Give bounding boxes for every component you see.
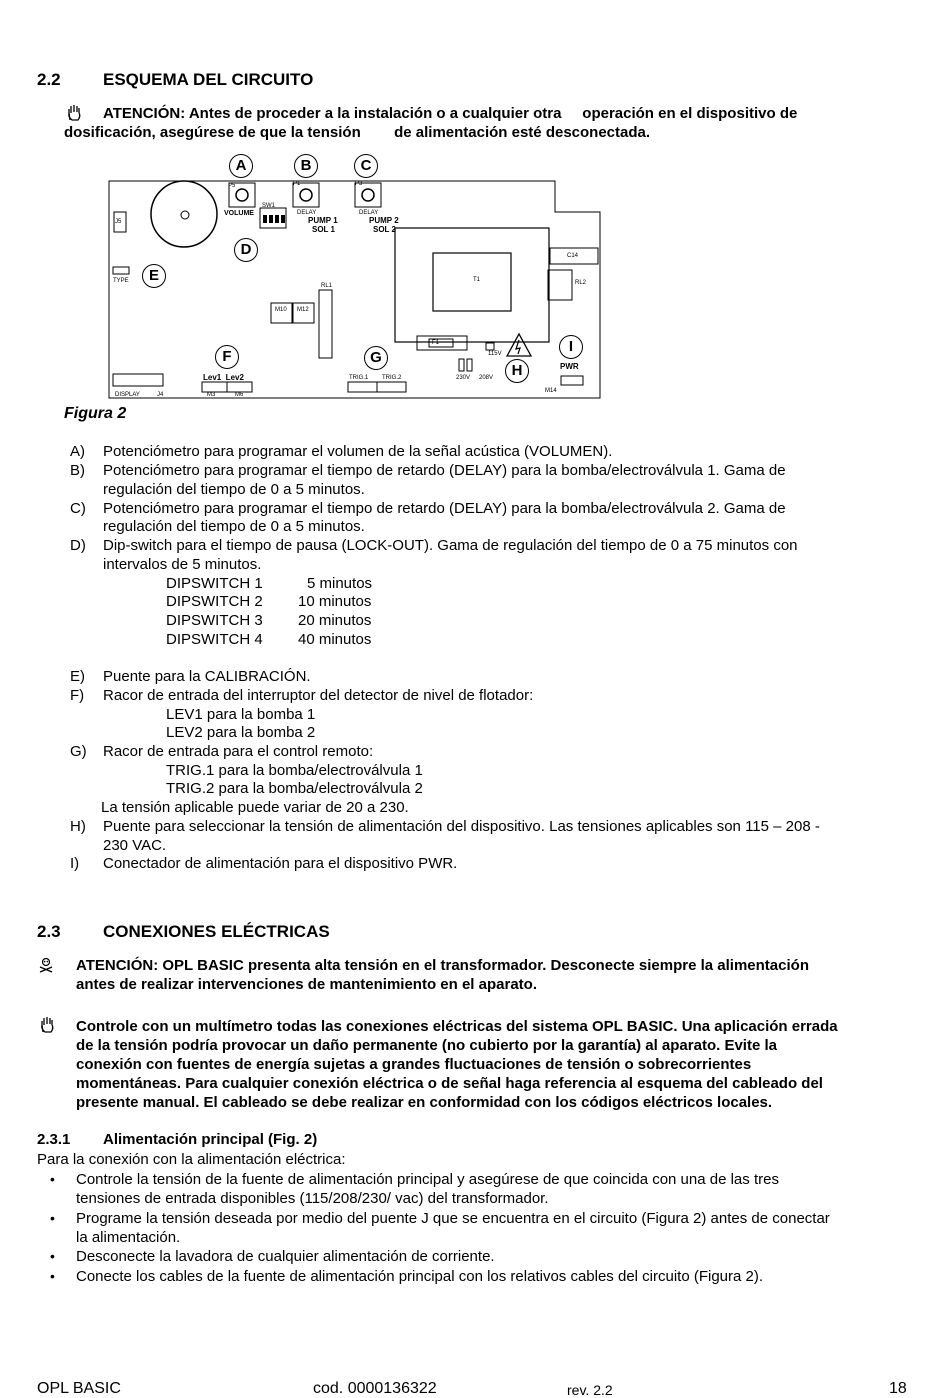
list-text: Conectador de alimentación para el dispositivo PWR. — [103, 855, 458, 872]
list-key: E) — [70, 668, 85, 685]
list-text: regulación del tiempo de 0 a 5 minutos. — [103, 481, 365, 498]
section-title: ESQUEMA DEL CIRCUITO — [103, 70, 314, 89]
dipswitch-name: DIPSWITCH 2 — [166, 593, 263, 610]
dipswitch-name: DIPSWITCH 4 — [166, 631, 263, 648]
list-key: H) — [70, 818, 86, 835]
list-key: C) — [70, 500, 86, 517]
bullet-text: Conecte los cables de la fuente de alimentación principal con los relativos cables del circuito (Figura 2). — [76, 1268, 764, 1285]
list-text: Potenciómetro para programar el tiempo de retardo (DELAY) para la bomba/electroválvula 2. Gama de — [103, 500, 786, 517]
dipswitch-value: 20 minutos — [298, 612, 372, 629]
footer-product: OPL BASIC — [37, 1380, 121, 1397]
warning3-line: Controle con un multímetro todas las conexiones eléctricas del sistema OPL BASIC. Una aplicación errada — [76, 1018, 838, 1035]
subsection-number: 2.3.1 — [37, 1131, 71, 1148]
pcb-label: DELAY — [359, 210, 379, 216]
pcb-label-type: TYPE — [113, 278, 129, 284]
pcb-label: M12 — [297, 307, 309, 313]
bullet-text: Controle la tensión de la fuente de alimentación principal y asegúrese de que coincida con una de las tres — [76, 1171, 779, 1188]
pcb-label: P1 — [293, 181, 301, 187]
pcb-label: J4 — [157, 392, 164, 398]
pcb-label: C14 — [567, 253, 579, 259]
circuit-figure — [105, 150, 605, 402]
bullet-marker: • — [50, 1210, 55, 1226]
pcb-label: M6 — [235, 392, 244, 398]
callout-a: A — [229, 154, 253, 178]
pcb-label-volume: VOLUME — [224, 210, 254, 217]
list-key: F) — [70, 687, 85, 704]
list-text: 230 VAC. — [103, 837, 167, 854]
hand-warning-icon — [66, 104, 83, 125]
list-text: Puente para seleccionar la tensión de alimentación del dispositivo. Las tensiones aplicables son 115 – 208 - — [103, 818, 820, 835]
pcb-label: SW1 — [262, 203, 276, 209]
list-text: Racor de entrada del interruptor del detector de nivel de flotador: — [103, 687, 534, 704]
dipswitch-value: 10 minutos — [298, 593, 372, 610]
pcb-label-230v: 230V — [456, 375, 471, 381]
pcb-label-208v: 208V — [479, 375, 494, 381]
pcb-label: DELAY — [297, 210, 317, 216]
warning3-line: conexión con fuentes de energía sujetas a grandes fluctuaciones de tensión o sobrecorrientes — [76, 1056, 752, 1073]
pcb-label: J5 — [115, 219, 122, 225]
list-text: Potenciómetro para programar el volumen de la señal acústica (VOLUMEN). — [103, 443, 613, 460]
bullet-text: Programe la tensión deseada por medio del puente J que se encuentra en el circuito (Figura 2) antes de conectar — [76, 1210, 830, 1227]
pcb-label: M3 — [207, 392, 216, 398]
list-subtext: LEV1 para la bomba 1 — [166, 706, 316, 723]
pcb-label-sol2: SOL 2 — [373, 225, 396, 234]
pcb-label-pwr: PWR — [560, 362, 579, 371]
pcb-label-trig2: TRIG.2 — [382, 375, 402, 381]
list-text: Dip-switch para el tiempo de pausa (LOCK-OUT). Gama de regulación del tiempo de 0 a 75 minutos con — [103, 537, 798, 554]
section-number: 2.2 — [37, 70, 61, 89]
bullet-text: Desconecte la lavadora de cualquier alimentación de corriente. — [76, 1248, 495, 1265]
subsection-title: Alimentación principal (Fig. 2) — [103, 1131, 318, 1148]
warning3-line: momentáneas. Para cualquier conexión eléctrica o de señal haga referencia al esquema del cableado del — [76, 1075, 823, 1092]
list-text: Potenciómetro para programar el tiempo de retardo (DELAY) para la bomba/electroválvula 1. Gama de — [103, 462, 786, 479]
list-text: intervalos de 5 minutos. — [103, 556, 262, 573]
pcb-label-pump2: PUMP 2 — [369, 216, 399, 225]
list-text: Puente para la CALIBRACIÓN. — [103, 668, 311, 685]
list-note: La tensión aplicable puede variar de 20 a 230. — [101, 799, 409, 816]
footer-code: cod. 0000136322 — [313, 1380, 437, 1397]
list-subtext: TRIG.2 para la bomba/electroválvula 2 — [166, 780, 423, 797]
callout-c: C — [354, 154, 378, 178]
pcb-label: RL2 — [575, 280, 587, 286]
callout-b: B — [294, 154, 318, 178]
pcb-label-sol1: SOL 1 — [312, 225, 335, 234]
page-number: 18 — [889, 1380, 907, 1397]
pcb-label: F1 — [432, 340, 440, 346]
list-text: regulación del tiempo de 0 a 5 minutos. — [103, 518, 365, 535]
list-subtext: LEV2 para la bomba 2 — [166, 724, 316, 741]
dipswitch-value: 40 minutos — [298, 631, 372, 648]
pcb-label-display: DISPLAY — [115, 392, 140, 398]
hand-warning-icon — [39, 1016, 56, 1037]
footer-rev: rev. 2.2 — [567, 1382, 613, 1398]
callout-g: G — [364, 346, 388, 370]
pcb-label-115v: 115V — [488, 351, 502, 357]
pcb-label: M10 — [275, 307, 287, 313]
warning2-line2: antes de realizar intervenciones de mantenimiento en el aparato. — [76, 976, 537, 993]
pcb-label-pump1: PUMP 1 — [308, 216, 338, 225]
bullet-text: la alimentación. — [76, 1229, 181, 1246]
list-text: Racor de entrada para el control remoto: — [103, 743, 374, 760]
pcb-label-trig1: TRIG.1 — [349, 375, 369, 381]
warning2-line1: ATENCIÓN: OPL BASIC presenta alta tensión en el transformador. Desconecte siempre la alimentación — [76, 957, 809, 974]
section-title: CONEXIONES ELÉCTRICAS — [103, 922, 330, 941]
list-subtext: TRIG.1 para la bomba/electroválvula 1 — [166, 762, 423, 779]
callout-f: F — [215, 345, 239, 369]
pcb-label: P5 — [228, 183, 236, 189]
list-key: G) — [70, 743, 87, 760]
figure-caption: Figura 2 — [64, 405, 127, 422]
callout-h: H — [505, 359, 529, 383]
pcb-label: M14 — [545, 388, 557, 394]
warning3-line: presente manual. El cableado se debe realizar en conformidad con los códigos eléctricos locales. — [76, 1094, 773, 1111]
pcb-label: T1 — [473, 277, 481, 283]
warning1-line2: dosificación, asegúrese de que la tensión de alimentación esté desconectada. — [64, 124, 651, 141]
bullet-marker: • — [50, 1248, 55, 1264]
dipswitch-value: 5 minutos — [307, 575, 373, 592]
list-key: A) — [70, 443, 85, 460]
pcb-label: RL1 — [321, 283, 333, 289]
skull-crossbones-icon — [38, 957, 54, 977]
list-key: B) — [70, 462, 85, 479]
dipswitch-name: DIPSWITCH 1 — [166, 575, 263, 592]
intro-text: Para la conexión con la alimentación eléctrica: — [37, 1151, 346, 1168]
bullet-text: tensiones de entrada disponibles (115/208/230/ vac) del transformador. — [76, 1190, 549, 1207]
list-key: I) — [70, 855, 80, 872]
warning3-line: de la tensión podría provocar un daño permanente (no cubierto por la garantía) al aparato. Evite la — [76, 1037, 777, 1054]
list-key: D) — [70, 537, 86, 554]
warning1-line1: ATENCIÓN: Antes de proceder a la instalación o a cualquier otra operación en el dispositivo de — [103, 105, 798, 122]
pcb-label-lev: Lev1 Lev2 — [203, 373, 244, 382]
section-number: 2.3 — [37, 922, 61, 941]
callout-d: D — [234, 238, 258, 262]
callout-i: I — [559, 335, 583, 359]
dipswitch-name: DIPSWITCH 3 — [166, 612, 263, 629]
bullet-marker: • — [50, 1268, 55, 1284]
callout-e: E — [142, 264, 166, 288]
bullet-marker: • — [50, 1171, 55, 1187]
pcb-label: P3 — [355, 181, 363, 187]
